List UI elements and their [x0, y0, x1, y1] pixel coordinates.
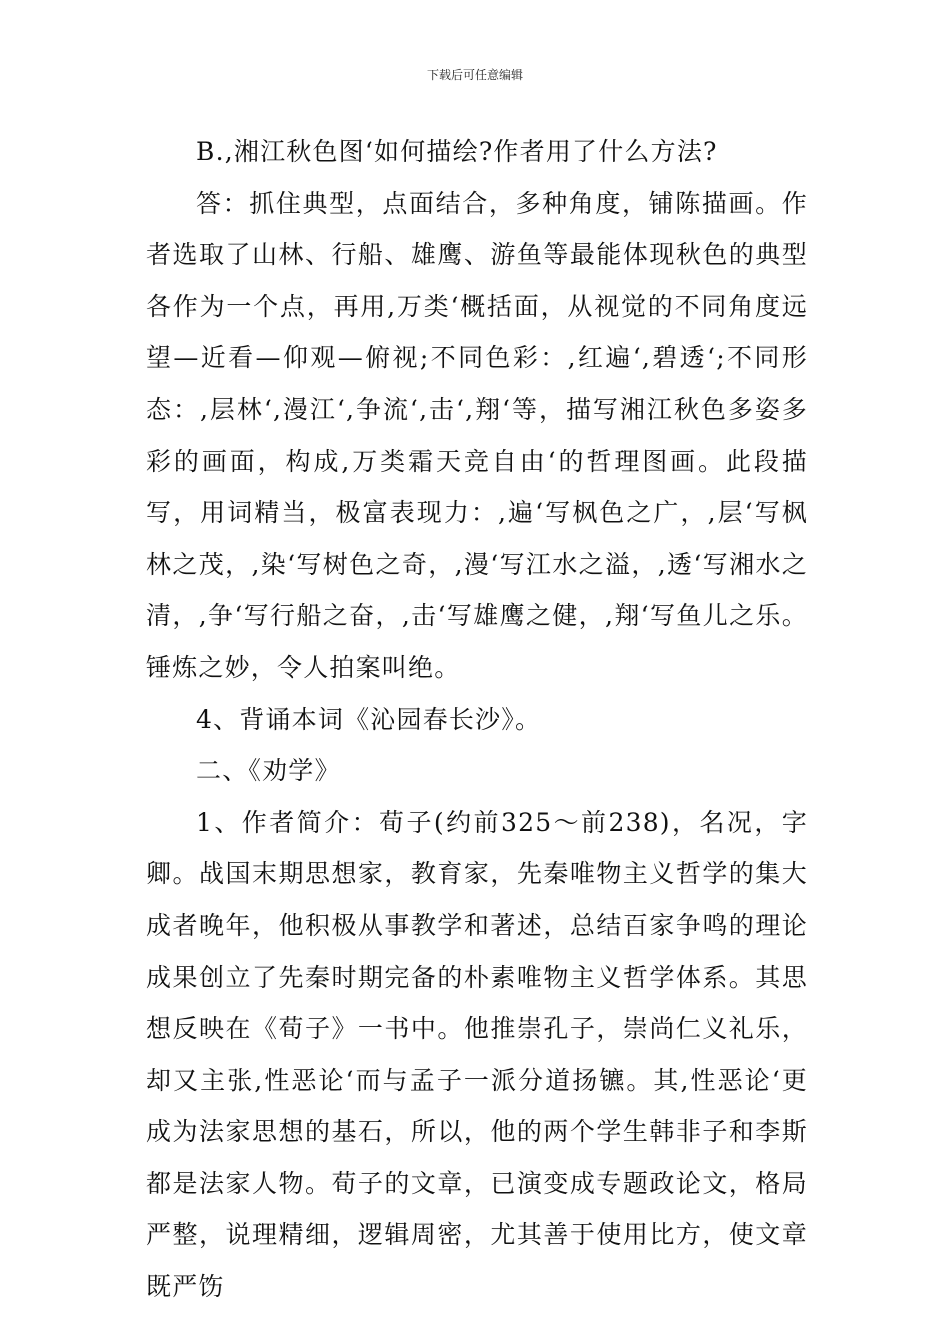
document-body — [146, 126, 808, 1313]
paragraph-question-b: B.,湘江秋色图‘如何描绘?作者用了什么方法? — [196, 137, 718, 166]
paragraph-author-intro: 1、作者简介：荀子(约前325～前238)，名况，字卿。战国末期思想家，教育家，先秦唯物主义哲学的集大成者晚年，他积极从事教学和著述，总结百家争鸣的理论成果创立了先秦时期完备的朴素唯物主义哲学体系。其思想反映在《荀子》一书中。他推崇孔子，崇尚仁义礼乐，却又主张,性恶论‘而与孟子一派分道扬镳。其,性恶论‘更成为法家思想的基石，所以，他的两个学生韩非子和李斯都是法家人物。荀子的文章，已演变成专题政论文，格局严整，说理精细，逻辑周密，尤其善于使用比方，使文章既严饬 — [146, 807, 808, 1302]
section-heading-quanxue: 二、《劝学》 — [196, 756, 341, 786]
paragraph-recite: 4、背诵本词《沁园春长沙》。 — [196, 704, 542, 734]
page-header-note: 下载后可任意编辑 — [426, 68, 523, 82]
paragraph-answer: 答：抓住典型，点面结合，多种角度，铺陈描画。作者选取了山林、行船、雄鹰、游鱼等最能体现秋色的典型各作为一个点，再用,万类‘概括面，从视觉的不同角度远望—近看—仰观—俯视;不同色彩：,红遍‘,碧透‘;不同形态：,层林‘,漫江‘,争流‘,击‘,翔‘等，描写湘江秋色多姿多彩的画面，构成,万类霜天竞自由‘的哲理图画。此段描写，用词精当，极富表现力：,遍‘写枫色之广，,层‘写枫林之茂，,染‘写树色之奇，,漫‘写江水之溢，,透‘写湘水之清，,争‘写行船之奋，,击‘写雄鹰之健，,翔‘写鱼儿之乐。锤炼之妙，令人拍案叫绝。 — [146, 188, 808, 682]
